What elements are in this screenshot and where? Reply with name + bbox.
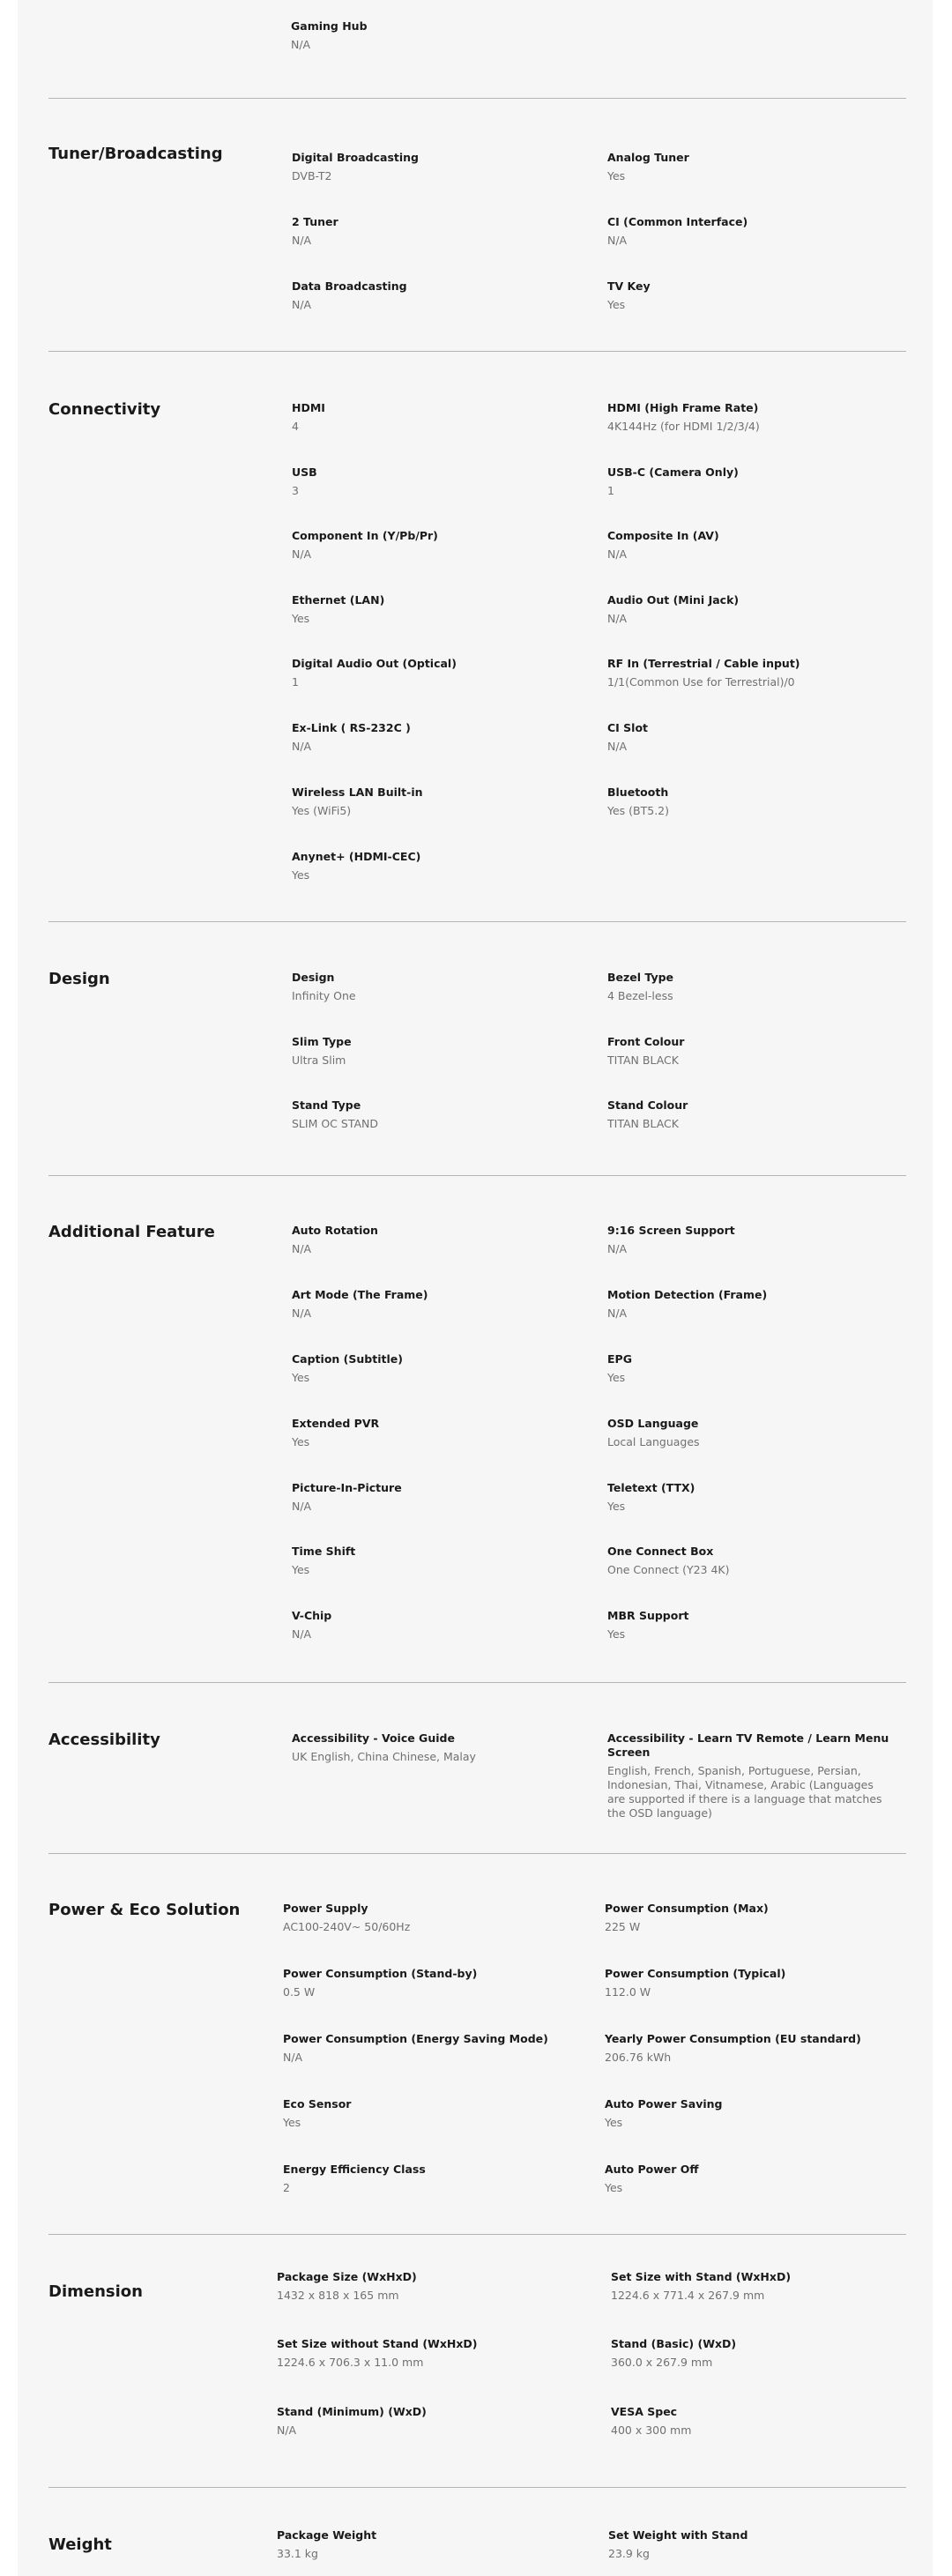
spec-value: Local Languages [607, 1435, 700, 1448]
spec-value: 1 [607, 484, 614, 497]
spec-label: VESA Spec [611, 2405, 678, 2418]
spec-label: Caption (Subtitle) [292, 1352, 403, 1366]
spec-value: N/A [607, 1242, 628, 1255]
spec-label: Power Consumption (Stand-by) [283, 1967, 478, 1980]
spec-item [611, 2337, 736, 2370]
spec-label: Digital Audio Out (Optical) [292, 657, 457, 670]
spec-item [605, 2097, 723, 2130]
spec-value: Yes [292, 612, 310, 625]
spec-item [283, 1967, 477, 1999]
spec-item [607, 215, 747, 248]
spec-value: AC100-240V~ 50/60Hz [283, 1920, 411, 1933]
spec-label: Digital Broadcasting [292, 151, 419, 164]
spec-item [607, 785, 669, 818]
spec-label: Ex-Link ( RS-232C ) [292, 721, 411, 734]
spec-item [605, 2032, 861, 2065]
spec-item [292, 1417, 379, 1449]
spec-value: Yes [292, 1563, 310, 1576]
spec-value: N/A [607, 740, 628, 753]
spec-item [292, 1035, 352, 1068]
spec-value: N/A [277, 2423, 297, 2437]
spec-label: 9:16 Screen Support [607, 1224, 735, 1237]
section-title-tuner: Tuner/Broadcasting [48, 145, 223, 163]
spec-label: Power Consumption (Typical) [605, 1967, 786, 1980]
spec-item [607, 1098, 688, 1131]
spec-item [607, 1288, 767, 1321]
spec-value: 33.1 kg [277, 2547, 318, 2560]
spec-value: N/A [292, 1627, 312, 1641]
spec-value: Yes [605, 2181, 623, 2194]
spec-value: Yes [607, 169, 626, 182]
spec-value: 23.9 kg [608, 2547, 650, 2560]
section-divider [48, 1853, 906, 1854]
spec-label: Stand Type [292, 1098, 361, 1112]
spec-item [283, 2097, 351, 2130]
spec-item [292, 657, 457, 689]
spec-item [292, 1224, 378, 1256]
spec-value: N/A [292, 740, 312, 753]
spec-value: N/A [291, 38, 311, 51]
spec-item [607, 465, 739, 498]
spec-label: Auto Power Saving [605, 2097, 723, 2111]
spec-value: N/A [607, 1307, 628, 1320]
spec-label: Set Size with Stand (WxHxD) [611, 2270, 792, 2283]
spec-item [292, 593, 384, 626]
spec-label: Slim Type [292, 1035, 352, 1048]
spec-item [607, 529, 719, 562]
spec-label: 2 Tuner [292, 215, 338, 228]
spec-label: Eco Sensor [283, 2097, 352, 2111]
spec-item [277, 2405, 427, 2438]
spec-item [292, 465, 317, 498]
spec-item-gaming-hub [291, 19, 368, 52]
section-divider [48, 351, 906, 352]
section-divider [48, 98, 906, 99]
spec-value: 1432 x 818 x 165 mm [277, 2289, 399, 2302]
spec-label: Front Colour [607, 1035, 685, 1048]
spec-label: Yearly Power Consumption (EU standard) [605, 2032, 861, 2045]
spec-value: TITAN BLACK [607, 1053, 679, 1067]
spec-value: Yes (WiFi5) [292, 804, 352, 817]
spec-item [277, 2337, 478, 2370]
spec-label: Package Size (WxHxD) [277, 2270, 417, 2283]
spec-label: Wireless LAN Built-in [292, 785, 423, 799]
spec-label: Anynet+ (HDMI-CEC) [292, 850, 421, 863]
spec-label: Accessibility - Learn TV Remote / Learn Menu Screen [607, 1731, 889, 1759]
spec-label: Gaming Hub [291, 19, 368, 33]
spec-item [292, 401, 325, 434]
spec-item [292, 529, 438, 562]
section-title-dimension: Dimension [48, 2282, 143, 2301]
spec-value: Yes [292, 1435, 310, 1448]
spec-item [607, 151, 689, 183]
spec-value: DVB-T2 [292, 169, 332, 182]
spec-label: Motion Detection (Frame) [607, 1288, 768, 1301]
spec-value: N/A [607, 547, 628, 561]
spec-value: 1/1(Common Use for Terrestrial)/0 [607, 675, 795, 689]
spec-item [611, 2270, 791, 2303]
spec-item [283, 1902, 410, 1934]
spec-label: Bluetooth [607, 785, 669, 799]
spec-label: Component In (Y/Pb/Pr) [292, 529, 438, 542]
section-divider [48, 1175, 906, 1176]
spec-item [607, 1545, 730, 1577]
spec-label: Time Shift [292, 1545, 356, 1558]
spec-label: OSD Language [607, 1417, 699, 1430]
spec-value: N/A [292, 1242, 312, 1255]
spec-label: One Connect Box [607, 1545, 714, 1558]
spec-item [292, 971, 356, 1003]
spec-value: 360.0 x 267.9 mm [611, 2356, 713, 2369]
spec-value: N/A [607, 234, 628, 247]
spec-value: 1224.6 x 771.4 x 267.9 mm [611, 2289, 765, 2302]
spec-label: CI (Common Interface) [607, 215, 748, 228]
spec-item [292, 1609, 331, 1642]
spec-item [608, 2528, 747, 2561]
spec-value: Yes [283, 2116, 301, 2129]
section-divider [48, 921, 906, 922]
spec-value: TITAN BLACK [607, 1117, 679, 1130]
spec-label: Energy Efficiency Class [283, 2163, 426, 2176]
spec-label: Auto Power Off [605, 2163, 699, 2176]
section-title-additional: Additional Feature [48, 1223, 215, 1241]
spec-item [607, 971, 673, 1003]
spec-item [292, 850, 420, 882]
spec-item [292, 1098, 378, 1131]
spec-item [605, 1902, 769, 1934]
spec-value: Yes [605, 2116, 623, 2129]
spec-item [607, 1609, 688, 1642]
spec-label: Power Supply [283, 1902, 368, 1915]
spec-item [605, 1967, 785, 1999]
spec-value: N/A [292, 547, 312, 561]
spec-label: Stand Colour [607, 1098, 688, 1112]
spec-label: Stand (Minimum) (WxD) [277, 2405, 427, 2418]
spec-item [611, 2405, 691, 2438]
spec-label: Auto Rotation [292, 1224, 378, 1237]
spec-label: Package Weight [277, 2528, 377, 2542]
spec-value: 4 [292, 420, 299, 433]
spec-item [292, 151, 419, 183]
spec-item [292, 1481, 402, 1514]
spec-value: N/A [292, 1500, 312, 1513]
spec-item [607, 1417, 700, 1449]
spec-label: RF In (Terrestrial / Cable input) [607, 657, 800, 670]
spec-label: TV Key [607, 279, 651, 293]
spec-value: N/A [292, 298, 312, 311]
spec-label: V-Chip [292, 1609, 332, 1622]
spec-value: 112.0 W [605, 1985, 651, 1999]
section-divider [48, 1682, 906, 1683]
spec-value: 2 [283, 2181, 290, 2194]
spec-label: MBR Support [607, 1609, 689, 1622]
spec-value: N/A [292, 1307, 312, 1320]
spec-value: N/A [607, 612, 628, 625]
spec-item [607, 593, 739, 626]
spec-value: 1224.6 x 706.3 x 11.0 mm [277, 2356, 424, 2369]
spec-label: Composite In (AV) [607, 529, 719, 542]
spec-value: Yes [607, 1627, 626, 1641]
spec-item [607, 1731, 889, 1820]
spec-label: Data Broadcasting [292, 279, 407, 293]
spec-item [607, 1481, 695, 1514]
spec-item [277, 2528, 376, 2561]
spec-item [292, 279, 407, 312]
spec-label: Art Mode (The Frame) [292, 1288, 428, 1301]
spec-label: Power Consumption (Max) [605, 1902, 769, 1915]
spec-item [283, 2032, 548, 2065]
spec-item [292, 721, 411, 754]
spec-label: Analog Tuner [607, 151, 689, 164]
spec-value: 4K144Hz (for HDMI 1/2/3/4) [607, 420, 760, 433]
spec-item [607, 657, 800, 689]
spec-value: Yes (BT5.2) [607, 804, 669, 817]
section-divider [48, 2234, 906, 2235]
section-divider [48, 2487, 906, 2488]
spec-label: Power Consumption (Energy Saving Mode) [283, 2032, 548, 2045]
spec-value: One Connect (Y23 4K) [607, 1563, 730, 1576]
spec-value: Yes [292, 868, 310, 882]
spec-item [607, 721, 648, 754]
spec-item [607, 1035, 684, 1068]
spec-label: USB [292, 465, 317, 479]
spec-item [292, 1731, 574, 1764]
spec-label: USB-C (Camera Only) [607, 465, 739, 479]
spec-item [292, 215, 338, 248]
spec-value: UK English, China Chinese, Malay [292, 1750, 476, 1763]
spec-item [605, 2163, 699, 2195]
spec-label: Set Weight with Stand [608, 2528, 748, 2542]
spec-value: Yes [607, 1500, 626, 1513]
spec-label: Audio Out (Mini Jack) [607, 593, 740, 607]
spec-item [607, 401, 760, 434]
spec-item [292, 1545, 355, 1577]
spec-label: HDMI (High Frame Rate) [607, 401, 759, 414]
spec-value: Infinity One [292, 989, 356, 1002]
spec-item [607, 1352, 632, 1385]
spec-label: CI Slot [607, 721, 649, 734]
spec-label: Picture-In-Picture [292, 1481, 402, 1494]
spec-item [277, 2270, 417, 2303]
spec-label: Accessibility - Voice Guide [292, 1731, 455, 1745]
spec-label: Set Size without Stand (WxHxD) [277, 2337, 478, 2350]
section-title-weight: Weight [48, 2535, 112, 2554]
spec-value: 225 W [605, 1920, 641, 1933]
spec-value: 3 [292, 484, 299, 497]
spec-value: English, French, Spanish, Portuguese, Persian, Indonesian, Thai, Vitnamese, Arabic (Languages are supported if there is a language that matches the OSD language) [607, 1764, 882, 1820]
section-title-accessibility: Accessibility [48, 1731, 160, 1749]
specs-panel [18, 0, 933, 2576]
section-title-power: Power & Eco Solution [48, 1901, 241, 1919]
section-title-design: Design [48, 970, 110, 988]
spec-value: Ultra Slim [292, 1053, 346, 1067]
section-title-connectivity: Connectivity [48, 400, 161, 419]
spec-value: 4 Bezel-less [607, 989, 673, 1002]
spec-value: 0.5 W [283, 1985, 316, 1999]
spec-value: SLIM OC STAND [292, 1117, 379, 1130]
spec-label: EPG [607, 1352, 632, 1366]
spec-item [292, 1352, 403, 1385]
spec-value: 400 x 300 mm [611, 2423, 692, 2437]
spec-label: HDMI [292, 401, 325, 414]
spec-label: Stand (Basic) (WxD) [611, 2337, 737, 2350]
spec-item [607, 279, 651, 312]
spec-value: Yes [607, 1371, 626, 1384]
spec-label: Ethernet (LAN) [292, 593, 385, 607]
spec-value: 206.76 kWh [605, 2051, 672, 2064]
spec-value: Yes [607, 298, 626, 311]
spec-value: N/A [292, 234, 312, 247]
spec-item [292, 1288, 428, 1321]
spec-value: N/A [283, 2051, 303, 2064]
spec-value: Yes [292, 1371, 310, 1384]
spec-label: Design [292, 971, 335, 984]
spec-item [292, 785, 423, 818]
spec-label: Teletext (TTX) [607, 1481, 695, 1494]
spec-label: Extended PVR [292, 1417, 380, 1430]
spec-item [607, 1224, 735, 1256]
spec-item [283, 2163, 426, 2195]
spec-value: 1 [292, 675, 299, 689]
spec-label: Bezel Type [607, 971, 674, 984]
